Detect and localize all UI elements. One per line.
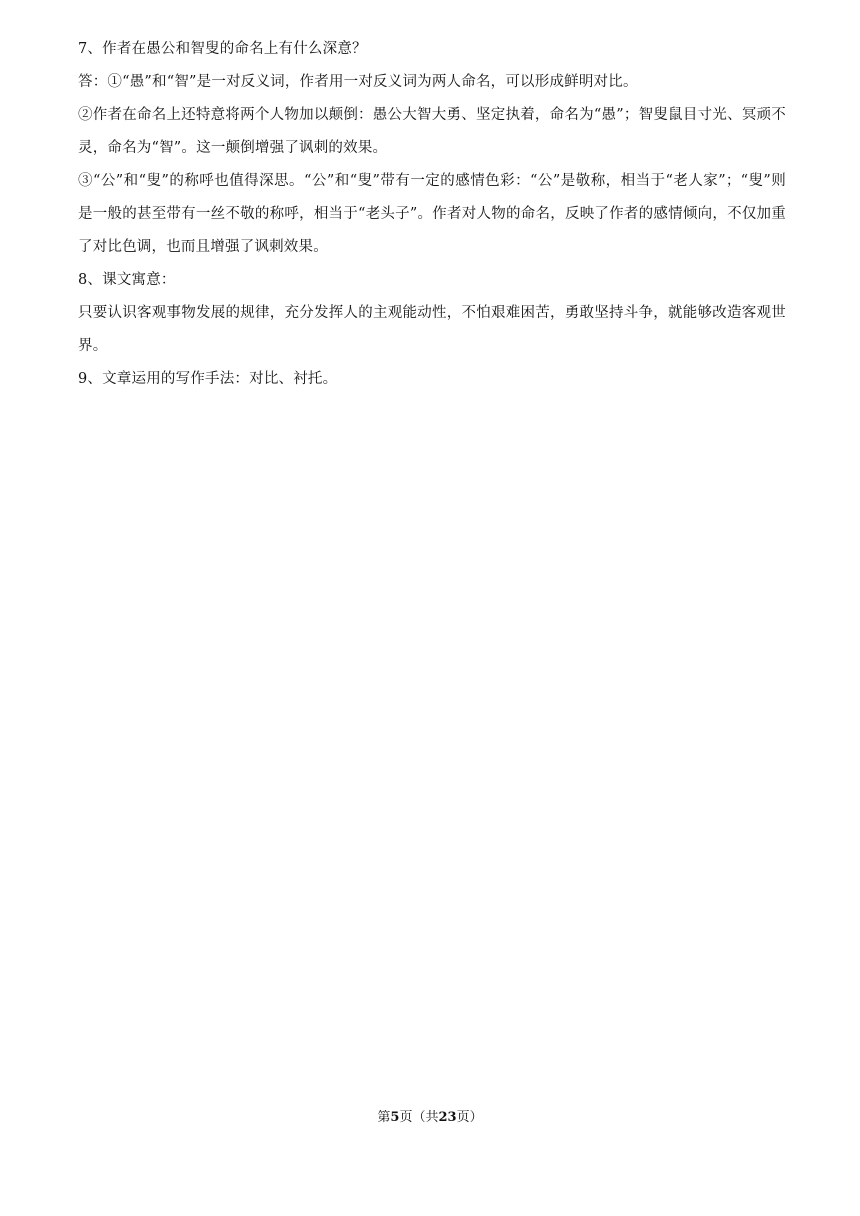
current-page-number: 5 — [390, 1110, 400, 1125]
footer-prefix: 第 — [377, 1110, 391, 1125]
footer-middle: 页（共 — [399, 1110, 439, 1125]
section-9-text: 9、文章运用的写作手法：对比、衬托。 — [78, 371, 338, 387]
page-number-footer — [0, 1108, 860, 1128]
section-8-text: 只要认识客观事物发展的规律，充分发挥人的主观能动性，不怕艰难困苦，勇敢坚持斗争，就能够改造客观世界。 — [78, 305, 786, 354]
answer-point-2: ②作者在命名上还特意将两个人物加以颠倒：愚公大智大勇、坚定执着，命名为“愚”；智叟鼠目寸光、冥顽不灵，命名为“智”。这一颠倒增强了讽刺的效果。 — [78, 107, 786, 156]
answer-point-3: ③“公”和“叟”的称呼也值得深思。“公”和“叟”带有一定的感情色彩：“公”是敬称，相当于“老人家”；“叟”则是一般的甚至带有一丝不敬的称呼，相当于“老头子”。作者对人物的命名，反映了作者的感情倾向，不仅加重了对比色调，也而且增强了讽刺效果。 — [78, 173, 786, 255]
footer-suffix: 页） — [456, 1110, 483, 1125]
total-pages-number: 23 — [438, 1110, 457, 1125]
question-7-heading: 7、作者在愚公和智叟的命名上有什么深意？ — [78, 41, 367, 57]
section-8-heading: 8、课文寓意： — [78, 272, 176, 288]
answer-point-1: 答：①“愚”和“智”是一对反义词，作者用一对反义词为两人命名，可以形成鲜明对比。 — [78, 74, 638, 90]
document-body — [78, 33, 786, 396]
